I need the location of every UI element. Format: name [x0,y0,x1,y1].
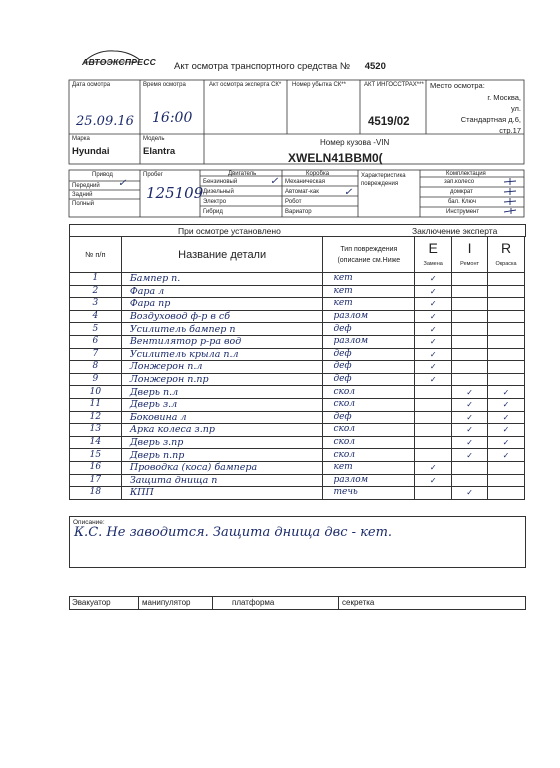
replace-mark [415,436,452,449]
replace-mark [415,411,452,424]
replace-mark [415,398,452,411]
table-row [70,449,525,462]
paint-mark [488,348,525,361]
paint-mark [488,285,525,298]
part-name: Бампер п. [121,273,323,286]
part-name: Проводка (коса) бампера [121,461,323,474]
repair-mark: ✓ [452,487,488,500]
repair-mark [452,298,488,311]
damage-type: кет [323,273,415,286]
row-number: 15 [70,449,122,462]
table-row [70,474,525,487]
repair-mark [452,348,488,361]
ingos-act-label: АКТ ИНГОССТРАХ*** [364,82,424,88]
damage-type: скол [323,386,415,399]
gearbox-robot: Робот [285,199,302,205]
part-name: Фара л [121,285,323,298]
replace-mark [415,449,452,462]
row-number: 8 [70,361,122,374]
replace-mark [415,386,452,399]
damage-characteristic-label: Характеристика повреждения [361,173,406,187]
repair-mark: ✓ [452,436,488,449]
paint-mark [488,487,525,500]
evacuator-label: Эвакуатор [72,598,111,607]
mileage-value: 125109 [146,184,204,202]
table-row [70,461,525,474]
replace-mark: ✓ [415,298,452,311]
damage-table [69,236,525,500]
table-row [70,285,525,298]
part-name: Лонжерон п.пр [121,373,323,386]
row-number: 7 [70,348,122,361]
engine-petrol-check: ✓ [270,176,279,187]
kit-tools: Инструмент [446,209,480,215]
damage-rows [70,273,525,500]
gearbox-header: Коробка [306,171,330,177]
damage-type: разлом [323,335,415,348]
replace-mark: ✓ [415,348,452,361]
act-number: 4520 [364,61,386,72]
row-number: 16 [70,461,122,474]
footer-divider [212,597,213,609]
table-row [70,348,525,361]
repair-mark [452,361,488,374]
row-number: 5 [70,323,122,336]
mileage-label: Пробег [143,172,163,178]
replace-mark [415,424,452,437]
damage-type: разлом [323,310,415,323]
description-label: Описание: [73,519,105,526]
replace-mark: ✓ [415,335,452,348]
paint-mark: ✓ [488,411,525,424]
repair-mark [452,273,488,286]
paint-mark: ✓ [488,436,525,449]
damage-type: деф [323,361,415,374]
gearbox-auto: Автомат-как [285,189,319,195]
paint-mark [488,298,525,311]
row-number: 4 [70,310,122,323]
kit-header: Комплектация [446,171,486,177]
damage-type: скол [323,449,415,462]
paint-mark: ✓ [488,424,525,437]
paint-mark: ✓ [488,449,525,462]
drive-rear: Задний [72,192,93,198]
table-row [70,424,525,437]
paint-mark: ✓ [488,398,525,411]
repair-mark [452,373,488,386]
table-row [70,310,525,323]
paint-mark [488,461,525,474]
repair-mark: ✓ [452,386,488,399]
part-name: Дверь з.л [121,398,323,411]
replace-mark: ✓ [415,361,452,374]
inspection-place-label: Место осмотра: [430,81,485,90]
num-header: № п/п [70,237,122,273]
damage-type-header: Тип повреждения (описание см.Ниже [323,237,415,273]
ingos-act-value: 4519/02 [368,116,410,128]
damage-type: деф [323,411,415,424]
vin-label: Номер кузова -VIN [320,138,390,147]
vin-value: XWELN41BBM0( [288,151,383,165]
logo-text: АВТОЭКСПРЕСС [82,57,157,67]
repair-mark [452,310,488,323]
row-number: 1 [70,273,122,286]
table-row [70,335,525,348]
expert-act-label: Акт осмотра эксперта СК* [209,82,282,88]
part-name: Дверь з.пр [121,436,323,449]
brand-value: Hyundai [72,146,110,157]
description-box [69,516,526,568]
date-label: Дата осмотра [72,82,111,88]
paint-header: R Окраска [488,237,525,273]
footer-divider [138,597,139,609]
drive-all: Полный [72,201,94,207]
damage-type: скол [323,424,415,437]
engine-electric: Электро [203,199,227,205]
repair-mark: ✓ [452,449,488,462]
table-row [70,323,525,336]
time-label: Время осмотра [143,82,186,88]
part-name: Фара пр [121,298,323,311]
date-value: 25.09.16 [76,114,134,129]
damage-type: течь [323,487,415,500]
manipulator-label: манипулятор [142,598,191,607]
document-title: Акт осмотра транспортного средства № 4520 [174,61,386,72]
repair-mark [452,461,488,474]
part-name: Лонжерон п.л [121,361,323,374]
engine-hybrid: Гибрид [203,209,223,215]
brand-label: Марка [72,136,90,142]
sekretka-label: секретка [342,598,375,607]
inspection-place: г. Москва, ул. Стандартная д.6, стр.17 [460,93,521,135]
paint-mark [488,310,525,323]
row-number: 2 [70,285,122,298]
part-name-header: Название детали [121,237,323,273]
kit-wrench: бал. Ключ [448,199,476,205]
paint-mark [488,335,525,348]
replace-mark: ✓ [415,461,452,474]
drive-front-check: ✓ [118,178,127,189]
row-number: 9 [70,373,122,386]
model-label: Модель [143,136,165,142]
part-name: Усилитель крыла п.л [121,348,323,361]
replace-mark: ✓ [415,273,452,286]
paint-mark: ✓ [488,386,525,399]
table-row [70,361,525,374]
drive-front: Передний [72,183,100,189]
row-number: 13 [70,424,122,437]
replace-mark: ✓ [415,285,452,298]
row-number: 14 [70,436,122,449]
gearbox-cvt: Вариатор [285,209,312,215]
part-name: Вентилятор р-ра вод [121,335,323,348]
gearbox-auto-check: ✓ [344,187,353,198]
row-number: 11 [70,398,122,411]
table-row [70,373,525,386]
part-name: Дверь п.пр [121,449,323,462]
replace-mark: ✓ [415,474,452,487]
paint-mark [488,373,525,386]
part-name: Дверь п.л [121,386,323,399]
damage-type: кет [323,461,415,474]
part-name: Арка колеса з.пр [121,424,323,437]
damage-type: скол [323,436,415,449]
table-row [70,298,525,311]
part-name: Усилитель бампер п [121,323,323,336]
damage-type: кет [323,298,415,311]
row-number: 12 [70,411,122,424]
model-value: Elantra [143,146,176,157]
table-row [70,273,525,286]
platform-label: платформа [232,598,275,607]
replace-header: E Замена [415,237,452,273]
section-title: При осмотре установлено [178,226,281,236]
gearbox-manual: Механическая [285,179,326,185]
kit-checkmarks [498,176,522,216]
engine-header: Двигатель [228,171,257,177]
replace-mark [415,487,452,500]
description-text: К.С. Не заводится. Защита днища двс - кет. [74,525,393,540]
repair-mark: ✓ [452,411,488,424]
repair-mark [452,474,488,487]
damage-type: деф [323,373,415,386]
replace-mark: ✓ [415,323,452,336]
drive-header: Привод [92,172,113,178]
table-row [70,487,525,500]
repair-mark [452,323,488,336]
row-number: 10 [70,386,122,399]
damage-type: скол [323,398,415,411]
footer-bar [69,596,526,610]
table-row [70,411,525,424]
part-name: Боковина л [121,411,323,424]
paint-mark [488,323,525,336]
row-number: 6 [70,335,122,348]
replace-mark: ✓ [415,373,452,386]
damage-type: кет [323,285,415,298]
part-name: Защита днища п [121,474,323,487]
damage-type: деф [323,323,415,336]
row-number: 17 [70,474,122,487]
repair-mark: ✓ [452,398,488,411]
kit-spare-wheel: зап.колесо [444,179,475,185]
damage-type: разлом [323,474,415,487]
repair-mark: ✓ [452,424,488,437]
table-row [70,386,525,399]
repair-mark [452,285,488,298]
time-value: 16:00 [152,110,193,126]
part-name: Воздуховод ф-р в сб [121,310,323,323]
engine-diesel: Дизельный [203,189,234,195]
kit-jack: домкрат [450,189,473,195]
row-number: 18 [70,487,122,500]
row-number: 3 [70,298,122,311]
repair-header: I Ремонт [452,237,488,273]
table-row [70,436,525,449]
part-name: КПП [121,487,323,500]
paint-mark [488,273,525,286]
engine-petrol: Бензиновый [203,179,238,185]
repair-mark [452,335,488,348]
replace-mark: ✓ [415,310,452,323]
paint-mark [488,361,525,374]
conclusion-title: Заключение эксперта [412,226,498,236]
paint-mark [488,474,525,487]
footer-divider [338,597,339,609]
table-row [70,398,525,411]
loss-number-label: Номер убытка СК** [292,82,346,88]
damage-type: деф [323,348,415,361]
